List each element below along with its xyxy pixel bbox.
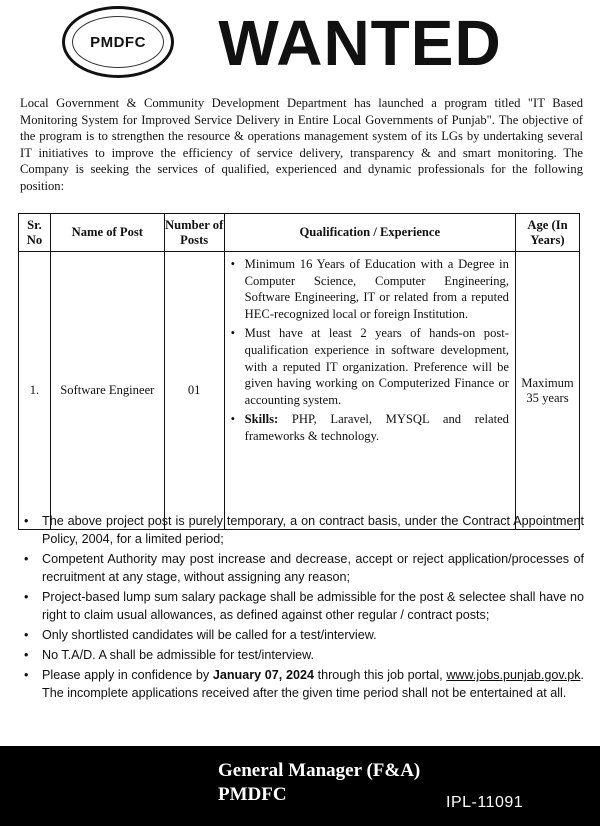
table-row	[19, 252, 580, 530]
header-number-of-posts: Number of Posts	[164, 214, 224, 252]
pmdfc-logo	[62, 6, 174, 78]
list-item: • No T.A/D. A shall be admissible for test/interview.	[24, 648, 315, 662]
cell-age: Maximum 35 years	[515, 252, 579, 530]
skills-label: Skills:	[244, 412, 279, 427]
logo-text: PMDFC	[90, 33, 146, 51]
reference-number: IPL-11091	[446, 794, 524, 811]
cell-number-of-posts: 01	[164, 252, 224, 530]
header-sr-no: Sr. No	[19, 214, 51, 252]
bullet-icon: •	[230, 257, 236, 271]
header-age: Age (In Years)	[515, 214, 579, 252]
apply-instructions: • Please apply in confidence by January 07, 2024 through this job portal, www.jobs.punjab.gov.pk. The incomplete applications received after the given time period shall not be entertained at all.	[24, 668, 584, 700]
skills-item	[229, 411, 509, 444]
bullet-icon: •	[230, 326, 236, 341]
header-post-name: Name of Post	[50, 214, 164, 252]
terms-list	[22, 512, 584, 704]
job-portal-link[interactable]: www.jobs.punjab.gov.pk	[446, 668, 581, 682]
bullet-icon: •	[24, 668, 29, 682]
positions-table	[18, 213, 580, 530]
bullet-icon: •	[24, 590, 29, 604]
intro-paragraph: Local Government & Community Development Department has launched a program titled "IT Based Monitoring System for Improved Service Delivery in Entire Local Governments of Punjab". The objective of the program is to strengthen the resource & operations management system of its LGs by undertaking several IT initiatives to improve the efficiency of service delivery, transparency & and smart monitoring. The Company is seeking the services of qualified, experienced and dynamic professionals for the following position:	[20, 96, 583, 193]
page-title: WANTED	[218, 7, 502, 79]
qualification-list	[229, 256, 509, 445]
signatory-title: General Manager (F&A)	[218, 760, 421, 781]
cell-post-name: Software Engineer	[50, 252, 164, 530]
list-item: • Competent Authority may post increase and decrease, accept or reject application/processes of recruitment at any stage, without assigning any reason;	[24, 552, 584, 584]
footer-band	[0, 746, 600, 826]
cell-sr-no: 1.	[19, 252, 51, 530]
bullet-icon: •	[24, 648, 29, 662]
skills-text: PHP, Laravel, MYSQL and related frameworks & technology.	[244, 412, 509, 443]
bullet-icon: •	[24, 628, 29, 642]
list-item: • Project-based lump sum salary package shall be admissible for the post & selectee shall have no right to claim usual allowances, as defined against other regular / contract posts;	[24, 590, 584, 622]
deadline-date: January 07, 2024	[212, 668, 314, 682]
table-header-row	[19, 214, 580, 252]
qualification-item: • Must have at least 2 years of hands-on post-qualification experience in software development, with a reputed IT organization. Preference will be given having working on Computerized Finance or accounting system.	[230, 326, 509, 407]
list-item: • The above project post is purely temporary, a on contract basis, under the Contract Appointment Policy, 2004, for a limited period;	[24, 514, 584, 546]
signatory-org: PMDFC	[218, 784, 287, 805]
list-item: • Only shortlisted candidates will be called for a test/interview.	[24, 628, 377, 642]
bullet-icon: •	[230, 412, 236, 427]
bullet-icon: •	[24, 514, 29, 528]
header-qualification: Qualification / Experience	[224, 214, 515, 252]
qualification-item: • Minimum 16 Years of Education with a Degree in Computer Science, Computer Engineering, Software Engineering, IT or related from a reputed HEC-recognized local or foreign Institution.	[230, 257, 509, 321]
bullet-icon: •	[24, 552, 29, 566]
cell-qualification	[224, 252, 515, 530]
